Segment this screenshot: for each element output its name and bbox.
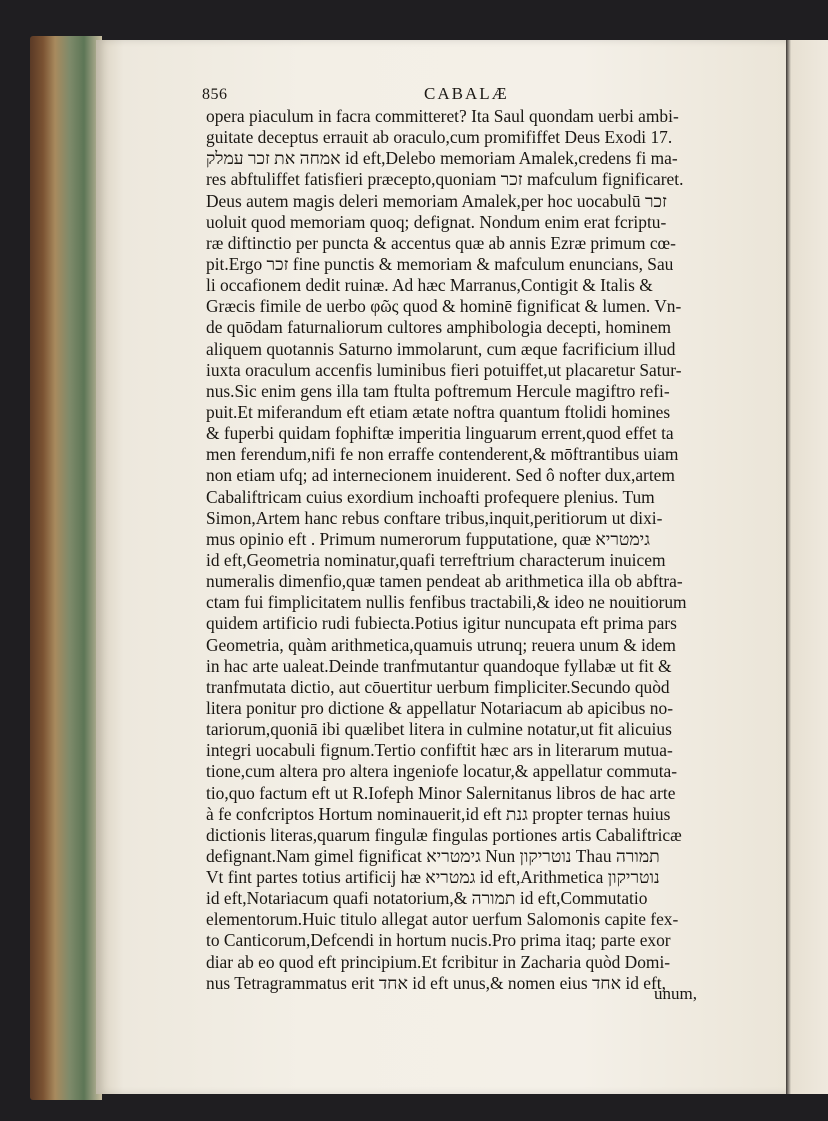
text-line: pit.Ergo זכר fine punctis & memoriam & mafculum enuncians, Sau [206,253,674,274]
text-line: uoluit quod memoriam quoq; defignat. Nondum enim erat fcriptu- [206,211,667,232]
text-line: res abftuliffet fatisfieri præcepto,quoniam זכר mafculum fignificaret. [206,169,684,190]
text-line: guitate deceptus errauit ab oraculo,cum promififfet Deus Exodi 17. [206,127,673,148]
text-line: puit.Et miferandum eft etiam ætate noftra quantum ftolidi homines [206,401,671,422]
text-line: mus opinio eft . Primum numerorum fupputatione, quæ גימטריא [206,528,650,549]
text-line: אמחה את זכר עמלק id eft,Delebo memoriam Amalek,credens fi ma- [206,148,678,169]
text-line: defignant.Nam gimel fignificat גימטריא Nun נוטריקון Thau תמורה [206,845,660,866]
text-line: tariorum,quoniā ibi quælibet litera in culmine notatur,ut fit alicuius [206,719,672,740]
text-line: to Canticorum,Defcendi in hortum nucis.Pro prima itaq; parte exor [206,930,671,951]
facing-page-edge [786,40,828,1094]
text-line: tranfmutata dictio, aut cōuertitur uerbum fimpliciter.Secundo quòd [206,676,670,697]
text-line: à fe confcriptos Hortum nominauerit,id eft גנת propter ternas huius [206,803,671,824]
text-line: in hac arte ualeat.Deinde tranfmutantur quandoque fyllabæ ut fit & [206,655,672,676]
text-line: Simon,Artem hanc rebus conftare tribus,inquit,peritiorum ut dixi- [206,507,663,528]
text-line: quidem artificio rudi fubiecta.Potius igitur nuncupata eft prima pars [206,613,677,634]
text-line: litera ponitur pro dictione & appellatur Notariacum ab apicibus no- [206,697,673,718]
page-number: 856 [202,86,228,103]
running-title: CABALÆ [424,84,509,103]
text-line: ctam fui fimplicitatem nullis fenfibus tractabili,& ideo ne nouitiorum [206,592,687,613]
text-line: dictionis literas,quarum fingulæ fingulas portiones artis Cabaliftricæ [206,824,682,845]
body-text [206,106,720,994]
text-line: aliquem quotannis Saturno immolarunt, cum æque facrificium illud [206,338,676,359]
text-line: nus.Sic enim gens illa tam ftulta poftremum Hercule magiftro refi- [206,380,670,401]
text-line: diar ab eo quod eft principium.Et fcribitur in Zacharia quòd Domi- [206,951,671,972]
text-line: li occafionem dedit ruinæ. Ad hæc Marranus,Contigit & Italis & [206,275,653,296]
text-line: id eft,Notariacum quafi notatorium,& תמורה id eft,Commutatio [206,888,648,909]
text-line: Deus autem magis deleri memoriam Amalek,per hoc uocabulū זכר [206,190,667,211]
text-line: & fuperbi quidam fophiftæ imperitia linguarum errent,quod effet ta [206,423,674,444]
page-header [202,84,722,108]
text-line: non etiam ufq; ad internecionem inuiderent. Sed ô nofter dux,artem [206,465,675,486]
text-line: Cabaliftricam cuius exordium inchoafti profequere plenius. Tum [206,486,655,507]
text-line: numeralis dimenfio,quæ tamen pendeat ab arithmetica illa ob abftra- [206,571,683,592]
book-cover-edge [30,36,102,1100]
text-line: Vt fint partes totius artificij hæ גמטריא id eft,Arithmetica נוטריקון [206,867,660,888]
text-line: tione,cum altera pro altera ingeniofe locatur,& appellatur commuta- [206,761,678,782]
text-line: opera piaculum in facra committeret? Ita Saul quondam uerbi ambi- [206,106,679,126]
catchword: unum, [654,984,697,1003]
text-line: de quōdam faturnaliorum cultores amphibologia decepti, hominem [206,317,672,338]
text-line: elementorum.Huic titulo allegat autor uerfum Salomonis capite fex- [206,909,679,930]
text-line: Græcis fimile de uerbo φῶς quod & hominē fignificat & lumen. Vn- [206,296,682,317]
text-line: nus Tetragrammatus erit אחד id eft unus,& nomen eius אחד id eft, [206,972,666,993]
text-line: id eft,Geometria nominatur,quafi terreftrium characterum inuicem [206,549,666,570]
text-line: ræ diftinctio per puncta & accentus quæ ab annis Ezræ primum cœ- [206,232,676,253]
text-line: iuxta oraculum accenfis luminibus fieri potuiffet,ut placaretur Satur- [206,359,682,380]
text-line: integri uocabuli fignum.Tertio confiftit hæc ars in literarum mutua- [206,740,673,761]
text-line: Geometria, quàm arithmetica,quamuis utrunq; reuera unum & idem [206,634,676,655]
text-line: tio,quo factum eft ut R.Iofeph Minor Salernitanus libros de hac arte [206,782,676,803]
text-line: men ferendum,nifi fe non erraffe contenderent,& mōftrantibus uiam [206,444,679,465]
